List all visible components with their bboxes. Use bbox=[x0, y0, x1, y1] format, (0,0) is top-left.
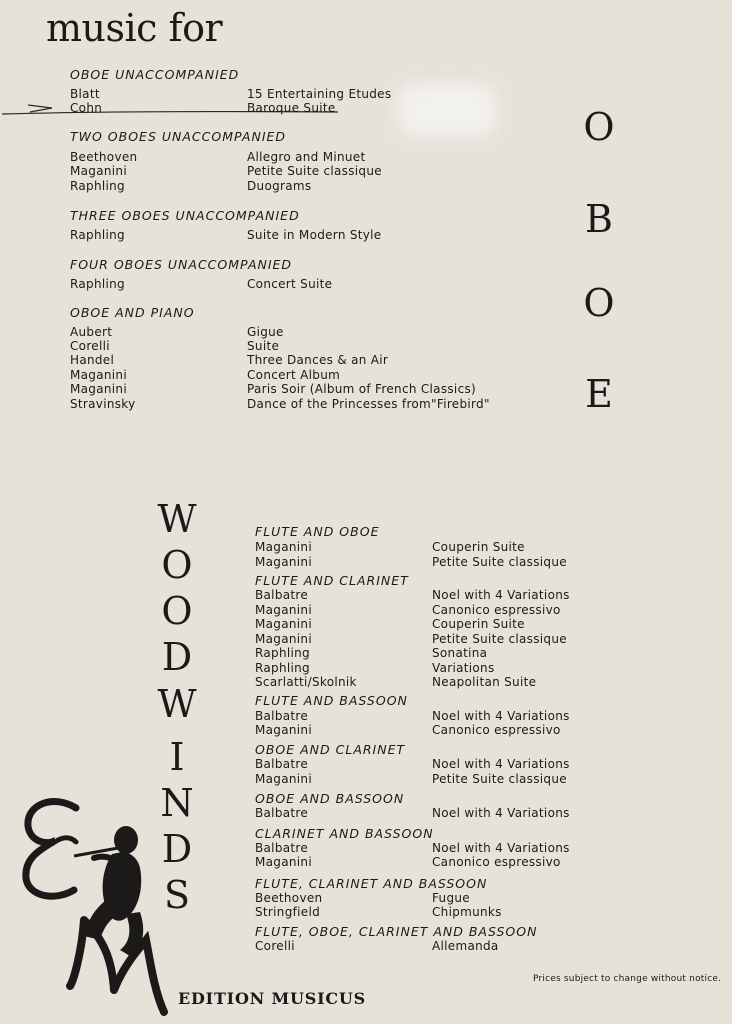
section-heading: OBOE AND BASSOON bbox=[255, 791, 405, 806]
woodwinds-letter: D bbox=[161, 827, 193, 871]
woodwinds-letter: S bbox=[163, 873, 191, 917]
composer-name: Balbatre bbox=[255, 709, 309, 723]
section-heading: OBOE AND CLARINET bbox=[255, 742, 406, 757]
work-title: Couperin Suite bbox=[432, 540, 525, 554]
section-heading: FLUTE AND CLARINET bbox=[255, 573, 409, 588]
section-heading: FOUR OBOES UNACCOMPANIED bbox=[70, 257, 293, 272]
edition-musicus-logo-icon bbox=[14, 790, 189, 1020]
woodwinds-letter: O bbox=[161, 589, 193, 633]
work-title: Concert Suite bbox=[247, 277, 333, 291]
composer-name: Balbatre bbox=[255, 806, 309, 820]
composer-name: Maganini bbox=[255, 632, 312, 646]
composer-name: Balbatre bbox=[255, 757, 309, 771]
oboe-letter: O bbox=[583, 105, 615, 149]
woodwinds-letter: W bbox=[157, 682, 197, 726]
work-title: Petite Suite classique bbox=[432, 772, 567, 786]
oboe-letter: B bbox=[585, 197, 613, 241]
composer-name: Stringfield bbox=[255, 905, 321, 919]
oboe-letter: O bbox=[583, 281, 615, 325]
work-title: Petite Suite classique bbox=[432, 555, 567, 569]
composer-name: Raphling bbox=[255, 646, 310, 660]
work-title: Allegro and Minuet bbox=[247, 150, 366, 164]
woodwinds-letter: N bbox=[160, 781, 194, 825]
work-title: Noel with 4 Variations bbox=[432, 757, 570, 771]
composer-name: Raphling bbox=[255, 661, 310, 675]
work-title: Suite bbox=[247, 339, 280, 353]
work-title: Allemanda bbox=[432, 939, 499, 953]
composer-name: Maganini bbox=[255, 772, 312, 786]
composer-name: Raphling bbox=[70, 228, 125, 242]
composer-name: Maganini bbox=[255, 723, 312, 737]
work-title: Noel with 4 Variations bbox=[432, 588, 570, 602]
work-title: 15 Entertaining Etudes bbox=[247, 87, 392, 101]
composer-name: Maganini bbox=[255, 603, 312, 617]
composer-name: Aubert bbox=[70, 325, 113, 339]
work-title: Paris Soir (Album of French Classics) bbox=[247, 382, 476, 396]
section-heading: CLARINET AND BASSOON bbox=[255, 826, 434, 841]
work-title: Noel with 4 Variations bbox=[432, 806, 570, 820]
oboe-letter: E bbox=[585, 372, 613, 416]
composer-name: Maganini bbox=[70, 382, 127, 396]
section-heading: TWO OBOES UNACCOMPANIED bbox=[70, 129, 287, 144]
woodwinds-letter: O bbox=[161, 543, 193, 587]
composer-name: Maganini bbox=[255, 540, 312, 554]
publisher-name: EDITION MUSICUS bbox=[178, 989, 367, 1008]
work-title: Couperin Suite bbox=[432, 617, 525, 631]
work-title: Sonatina bbox=[432, 646, 488, 660]
work-title: Gigue bbox=[247, 325, 284, 339]
composer-name: Balbatre bbox=[255, 841, 309, 855]
section-heading: FLUTE AND OBOE bbox=[255, 524, 380, 539]
work-title: Canonico espressivo bbox=[432, 723, 561, 737]
work-title: Neapolitan Suite bbox=[432, 675, 537, 689]
section-heading: OBOE UNACCOMPANIED bbox=[70, 67, 240, 82]
composer-name: Maganini bbox=[255, 555, 312, 569]
work-title: Canonico espressivo bbox=[432, 603, 561, 617]
section-heading: FLUTE, CLARINET AND BASSOON bbox=[255, 876, 488, 891]
composer-name: Maganini bbox=[255, 855, 312, 869]
work-title: Noel with 4 Variations bbox=[432, 841, 570, 855]
woodwinds-letter: I bbox=[169, 735, 185, 779]
work-title: Three Dances & an Air bbox=[247, 353, 389, 367]
composer-name: Balbatre bbox=[255, 588, 309, 602]
composer-name: Scarlatti/Skolnik bbox=[255, 675, 357, 689]
woodwinds-letter: D bbox=[161, 635, 193, 679]
composer-name: Blatt bbox=[70, 87, 100, 101]
work-title: Canonico espressivo bbox=[432, 855, 561, 869]
composer-name: Corelli bbox=[255, 939, 295, 953]
work-title: Baroque Suite bbox=[247, 101, 336, 115]
composer-name: Cohn bbox=[70, 101, 103, 115]
composer-name: Maganini bbox=[255, 617, 312, 631]
section-heading: THREE OBOES UNACCOMPANIED bbox=[70, 208, 300, 223]
work-title: Suite in Modern Style bbox=[247, 228, 382, 242]
work-title: Petite Suite classique bbox=[432, 632, 567, 646]
composer-name: Beethoven bbox=[70, 150, 138, 164]
composer-name: Stravinsky bbox=[70, 397, 136, 411]
work-title: Concert Album bbox=[247, 368, 341, 382]
composer-name: Raphling bbox=[70, 277, 125, 291]
section-heading: OBOE AND PIANO bbox=[70, 305, 195, 320]
composer-name: Raphling bbox=[70, 179, 125, 193]
work-title: Petite Suite classique bbox=[247, 164, 382, 178]
work-title: Fugue bbox=[432, 891, 470, 905]
page-title: music for bbox=[46, 6, 223, 50]
work-title: Duograms bbox=[247, 179, 312, 193]
work-title: Chipmunks bbox=[432, 905, 502, 919]
composer-name: Handel bbox=[70, 353, 115, 367]
composer-name: Corelli bbox=[70, 339, 110, 353]
composer-name: Maganini bbox=[70, 164, 127, 178]
composer-name: Beethoven bbox=[255, 891, 323, 905]
woodwinds-letter: W bbox=[157, 497, 197, 541]
price-note: Prices subject to change without notice. bbox=[533, 974, 722, 984]
work-title: Dance of the Princesses from"Firebird" bbox=[247, 397, 490, 411]
section-heading: FLUTE, OBOE, CLARINET AND BASSOON bbox=[255, 924, 538, 939]
work-title: Noel with 4 Variations bbox=[432, 709, 570, 723]
composer-name: Maganini bbox=[70, 368, 127, 382]
blurred-price-sticker bbox=[398, 84, 496, 136]
section-heading: FLUTE AND BASSOON bbox=[255, 693, 408, 708]
work-title: Variations bbox=[432, 661, 495, 675]
